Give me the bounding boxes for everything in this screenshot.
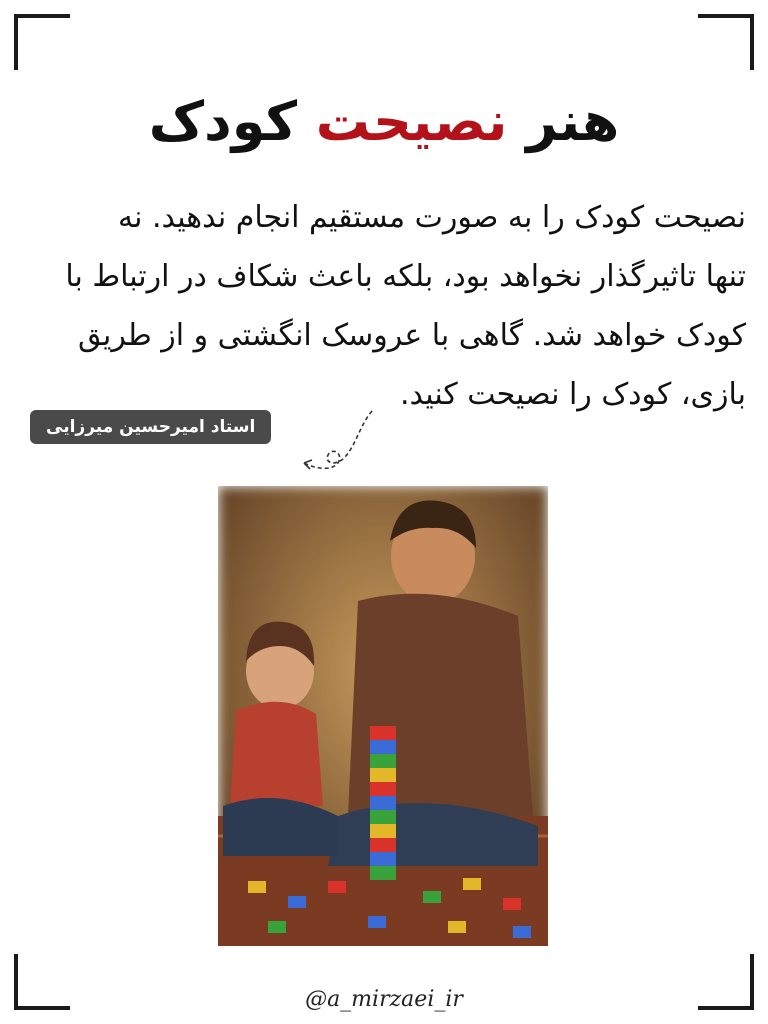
- author-badge: استاد امیرحسین میرزایی: [30, 410, 271, 444]
- frame-corner-top-left: [14, 14, 70, 70]
- social-handle: @a_mirzaei_ir: [305, 987, 463, 1012]
- title-word-2: کودک: [148, 90, 297, 153]
- title-accent-word: نصیحت: [315, 90, 508, 153]
- father-child-blocks-illustration: [218, 486, 548, 946]
- title-word-1: هنر: [526, 90, 620, 153]
- frame-corner-top-right: [698, 14, 754, 70]
- advice-paragraph: نصیحت کودک را به صورت مستقیم انجام ندهید. نه تنها تاثیرگذار نخواهد بود، بلکه باعث شکاف در ارتباط با کودک خواهد شد. گاهی با عروسک انگشتی و از طریق بازی، کودک را نصیحت کنید.: [65, 200, 746, 412]
- curly-arrow-icon: [290, 405, 380, 475]
- page-title: [0, 80, 768, 164]
